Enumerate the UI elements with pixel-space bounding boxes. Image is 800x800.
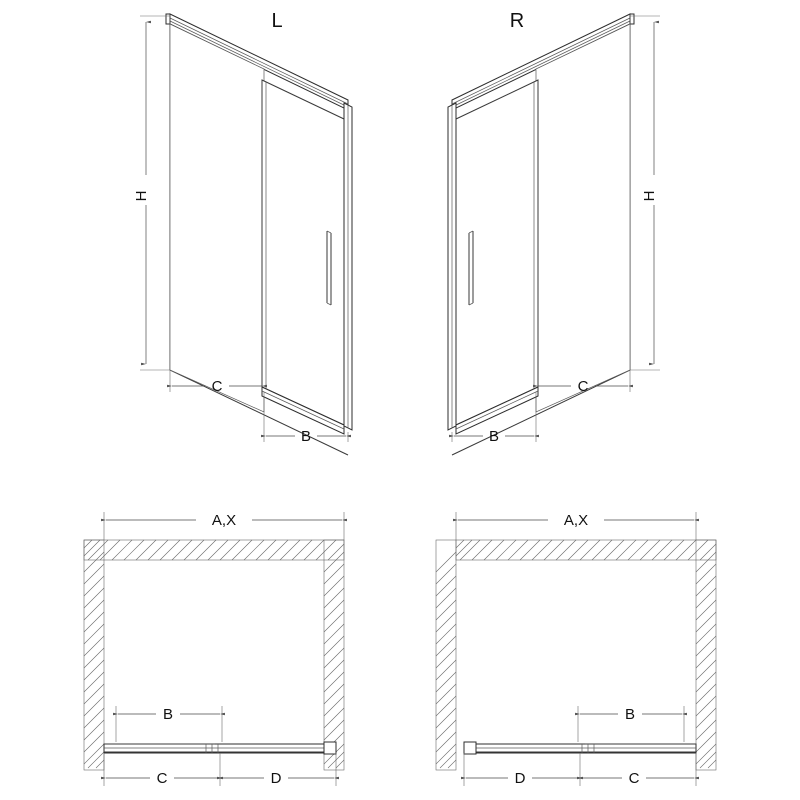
dimension-B-plan-left [116,706,222,742]
dimension-label-B-plan-right: B [624,706,636,723]
dimension-label-B-plan-left: B [162,706,174,723]
fixed-panel-left [170,24,264,412]
dimension-label-C-left: C [211,378,223,395]
dimension-AX-plan-left [104,512,344,540]
dimension-label-H-left: H [133,190,150,202]
wall-top-plan-right [456,540,716,560]
dimension-B-plan-right [578,706,684,742]
dimension-label-H-right: H [641,190,658,202]
sliding-door-right [456,80,538,425]
view-label-R: R [509,10,525,32]
dimension-D-plan-right [464,753,580,787]
elevation-left-view [133,10,352,455]
dimension-label-C-plan-right: C [628,770,640,787]
dimension-C-plan-right [582,753,696,787]
dimension-H-right [630,16,660,370]
elevation-right-view [448,10,660,455]
dimension-H-left [133,16,170,370]
view-label-L: L [271,10,283,32]
sliding-door-left [262,80,344,425]
wall-right-plan-left [324,540,344,770]
wall-right-plan-right [696,540,716,770]
wall-left-plan-left [84,540,104,770]
dimension-label-D-plan-right: D [514,770,526,787]
dimension-label-AX-plan-right: A,X [563,512,589,529]
dimension-label-C-right: C [577,378,589,395]
dimension-AX-plan-right [456,512,696,540]
dimension-label-C-plan-left: C [156,770,168,787]
dimension-label-AX-plan-left: A,X [211,512,237,529]
fixed-panel-right [536,24,630,412]
left-post-right-view [448,103,456,430]
dimension-label-D-plan-left: D [270,770,282,787]
dimension-label-B-left: B [300,428,312,445]
plan-right-view [436,512,716,787]
dimension-D-plan-left [222,753,336,787]
plan-left-view [84,512,344,787]
dimension-C-plan-left [104,753,220,787]
enclosure-track-plan-right [464,742,696,754]
enclosure-track-plan-left [104,742,336,754]
dimension-label-B-right: B [488,428,500,445]
wall-left-plan-right [436,540,456,770]
wall-top-plan-left [84,540,344,560]
right-post-left-view [344,103,352,430]
